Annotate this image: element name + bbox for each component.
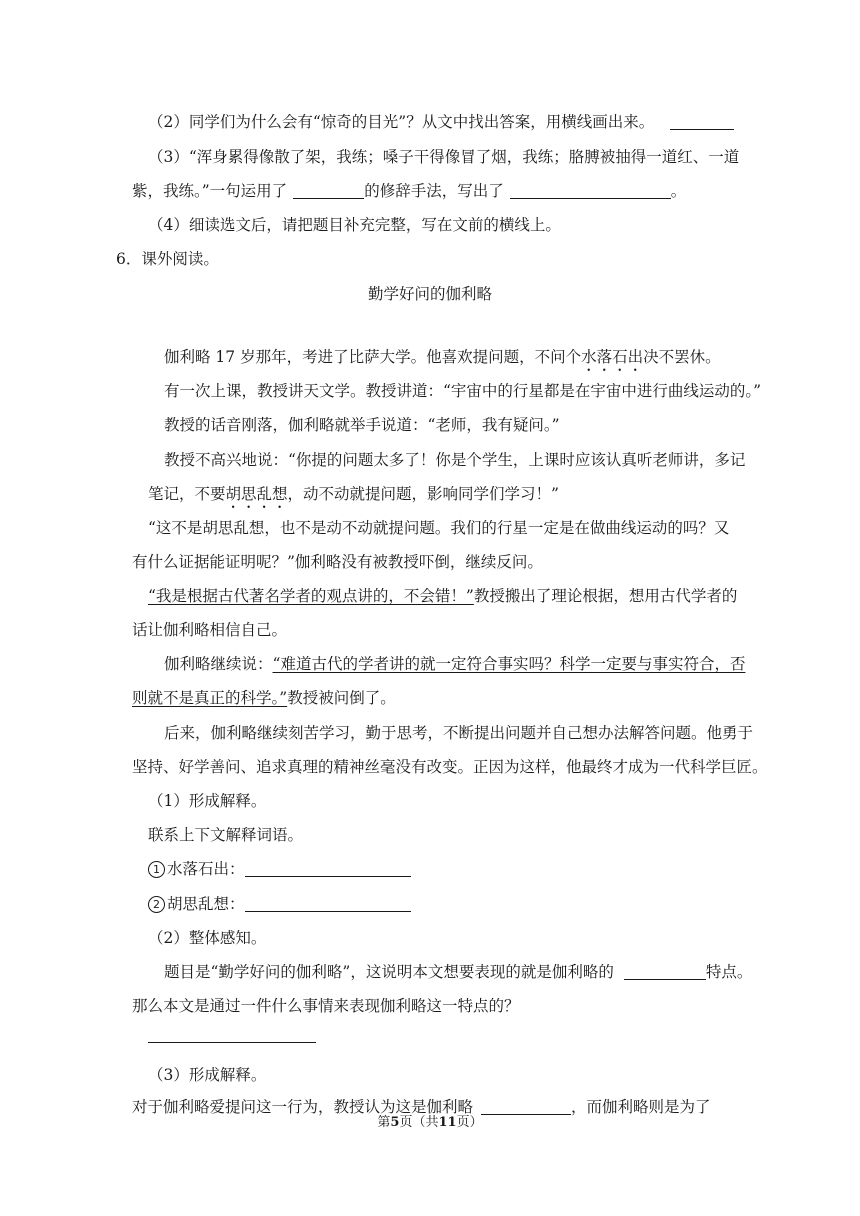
answer-blank[interactable] xyxy=(245,860,411,877)
subquestion-2-line-1: 题目是“勤学好问的伽利略”，这说明本文想要表现的就是伽利略的 特点。 xyxy=(164,963,753,981)
underlined-sentence: 则就不是真正的科学。” xyxy=(132,689,288,707)
rhetoric-blank[interactable] xyxy=(293,182,364,199)
question-2-text: （2）同学们为什么会有“惊奇的目光”？从文中找出答案，用横线画出来。 xyxy=(148,113,655,131)
passage-paragraph-8-line-2: 坚持、好学善问、追求真理的精神丝毫没有改变。正因为这样，他最终才成为一代科学巨匠。 xyxy=(132,758,768,776)
question-2 xyxy=(148,111,734,133)
passage-title: 勤学好问的伽利略 xyxy=(367,285,492,303)
subquestion-3: （3）形成解释。 xyxy=(148,1066,267,1084)
question-4: （4）细读选文后，请把题目补充完整，写在文前的横线上。 xyxy=(148,216,561,234)
answer-blank[interactable] xyxy=(245,895,411,912)
passage-paragraph-6-line-2: 话让伽利略相信自己。 xyxy=(132,621,288,639)
passage-paragraph-4-line-2: 笔记，不要胡思乱想，动不动就提问题，影响同学们学习！” xyxy=(148,485,559,503)
subquestion-1-instruction: 联系上下文解释词语。 xyxy=(148,826,304,844)
passage-paragraph-4-line-1: 教授不高兴地说：“你提的问题太多了！你是个学生，上课时应该认真听老师讲，多记 xyxy=(164,451,746,469)
circled-number: 2 xyxy=(148,896,165,913)
question-6: 6．课外阅读。 xyxy=(116,250,219,268)
subquestion-1-item-2: 2 胡思乱想： xyxy=(148,893,411,915)
trait-blank[interactable] xyxy=(624,963,706,980)
passage-paragraph-7-line-1: 伽利略继续说：“难道古代的学者讲的就一定符合事实吗？科学一定要与事实符合，否 xyxy=(164,655,746,673)
question-3-line-1: （3）“浑身累得像散了架，我练；嗓子干得像冒了烟，我练；胳膊被抽得一道红、一道 xyxy=(148,148,740,166)
passage-paragraph-6-line-1: “我是根据古代著名学者的观点讲的，不会错！”教授搬出了理论根据，想用古代学者的 xyxy=(148,587,738,605)
underlined-sentence: “难道古代的学者讲的就一定符合事实吗？科学一定要与事实符合，否 xyxy=(272,655,746,673)
passage-paragraph-5-line-1: “这不是胡思乱想，也不是动不动就提问题。我们的行星一定是在做曲线运动的吗？又 xyxy=(148,519,730,537)
passage-paragraph-8-line-1: 后来，伽利略继续刻苦学习，勤于思考，不断提出问题并自己想办法解答问题。他勇于 xyxy=(164,724,754,742)
page-footer: 第5页（共11页） xyxy=(377,1115,483,1130)
question-3-line-2: 紫，我练。”一句运用了 的修辞手法，写出了 。 xyxy=(132,182,687,200)
passage-paragraph-5-line-2: 有什么证据能证明呢？”伽利略没有被教授吓倒，继续反问。 xyxy=(132,553,543,571)
subquestion-2: （2）整体感知。 xyxy=(148,929,267,947)
passage-paragraph-3: 教授的话音刚落，伽利略就举手说道：“老师，我有疑问。” xyxy=(164,416,560,434)
answer-line[interactable] xyxy=(148,1042,316,1043)
answer-blank[interactable] xyxy=(670,113,734,130)
subquestion-3-line-1: 对于伽利略爱提问这一行为，教授认为这是伽利略 ，而伽利略则是为了 xyxy=(132,1098,711,1116)
total-pages: 11 xyxy=(438,1115,457,1130)
subquestion-1: （1）形成解释。 xyxy=(148,792,267,810)
effect-blank[interactable] xyxy=(510,182,671,199)
current-page-number: 5 xyxy=(390,1115,400,1130)
passage-paragraph-7-line-2: 则就不是真正的科学。”教授被问倒了。 xyxy=(132,689,396,707)
subquestion-2-line-2: 那么本文是通过一件什么事情来表现伽利略这一特点的？ xyxy=(132,997,520,1015)
passage-paragraph-1: 伽利略 17 岁那年，考进了比萨大学。他喜欢提问题，不问个水落石出决不罢休。 xyxy=(164,348,721,366)
subquestion-1-item-1: 1 水落石出： xyxy=(148,858,411,880)
underlined-sentence: “我是根据古代著名学者的观点讲的，不会错！” xyxy=(148,587,474,605)
circled-number: 1 xyxy=(148,861,165,878)
passage-paragraph-2: 有一次上课，教授讲天文学。教授讲道：“宇宙中的行星都是在宇宙中进行曲线运动的。” xyxy=(164,382,762,400)
emphasized-idiom: 水落石出 xyxy=(581,348,644,366)
emphasized-idiom: 胡思乱想 xyxy=(225,485,288,503)
